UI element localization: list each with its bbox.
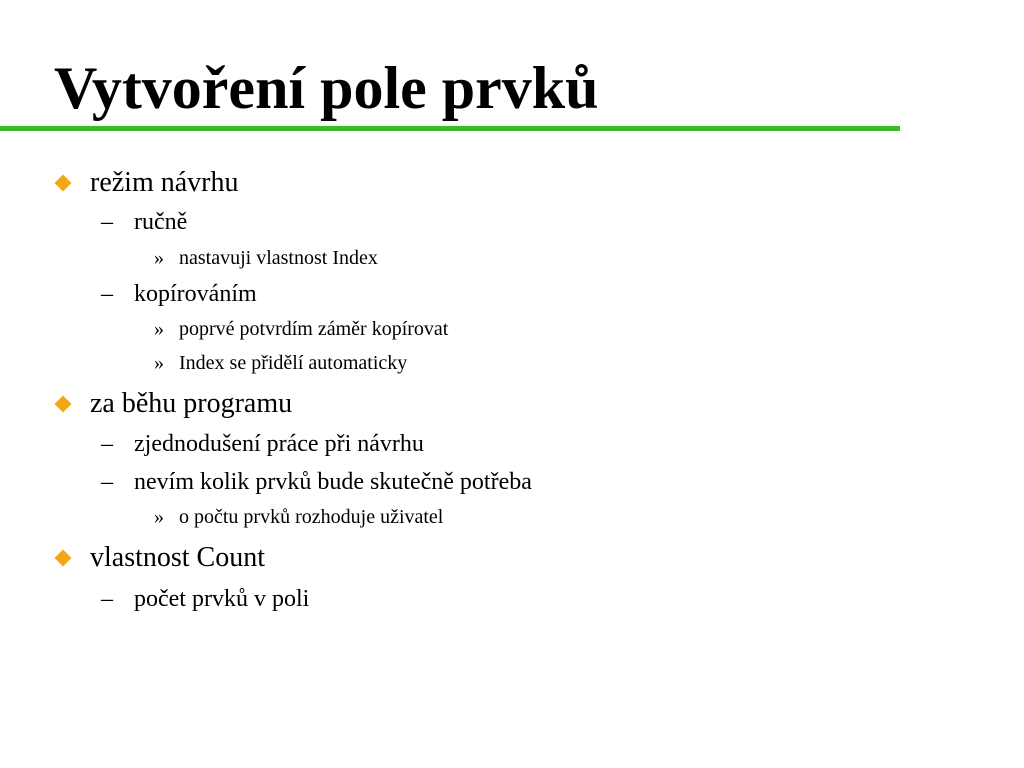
bullet-text: ručně <box>134 209 188 235</box>
diamond-bullet-icon <box>54 387 90 421</box>
slide-title: Vytvoření pole prvků <box>54 55 599 121</box>
title-underline <box>0 126 900 131</box>
bullet-item-level3 <box>154 504 443 530</box>
bullet-text: režim návrhu <box>90 167 239 198</box>
bullet-text: za běhu programu <box>90 388 293 419</box>
bullet-item-level1 <box>54 166 239 200</box>
bullet-item-level2 <box>101 429 424 459</box>
bullet-text: poprvé potvrdím záměr kopírovat <box>179 318 449 340</box>
bullet-item-level3 <box>154 350 407 376</box>
guillemet-bullet-icon: » <box>154 352 164 374</box>
bullet-text: kopírováním <box>134 281 257 307</box>
diamond-bullet-icon <box>54 166 90 200</box>
guillemet-bullet-icon: » <box>154 506 164 528</box>
bullet-item-level2 <box>101 279 257 309</box>
bullet-text: nevím kolik prvků bude skutečně potřeba <box>134 469 532 495</box>
dash-bullet-icon: – <box>101 469 113 495</box>
guillemet-bullet-icon: » <box>154 318 164 340</box>
bullet-text: počet prvků v poli <box>134 586 310 612</box>
bullet-item-level1 <box>54 541 265 575</box>
bullet-text: zjednodušení práce při návrhu <box>134 431 424 457</box>
dash-bullet-icon: – <box>101 209 113 235</box>
guillemet-bullet-icon: » <box>154 247 164 269</box>
dash-bullet-icon: – <box>101 431 113 457</box>
dash-bullet-icon: – <box>101 586 113 612</box>
bullet-text: nastavuji vlastnost Index <box>179 247 378 269</box>
bullet-text: Index se přidělí automaticky <box>179 352 408 374</box>
bullet-item-level2 <box>101 207 187 237</box>
bullet-item-level2 <box>101 584 309 614</box>
bullet-item-level1 <box>54 387 292 421</box>
bullet-item-level3 <box>154 316 448 342</box>
bullet-item-level2 <box>101 467 532 497</box>
dash-bullet-icon: – <box>101 281 113 307</box>
bullet-text: vlastnost Count <box>90 542 266 573</box>
diamond-bullet-icon <box>54 541 90 575</box>
bullet-text: o počtu prvků rozhoduje uživatel <box>179 506 444 528</box>
bullet-item-level3 <box>154 245 378 271</box>
